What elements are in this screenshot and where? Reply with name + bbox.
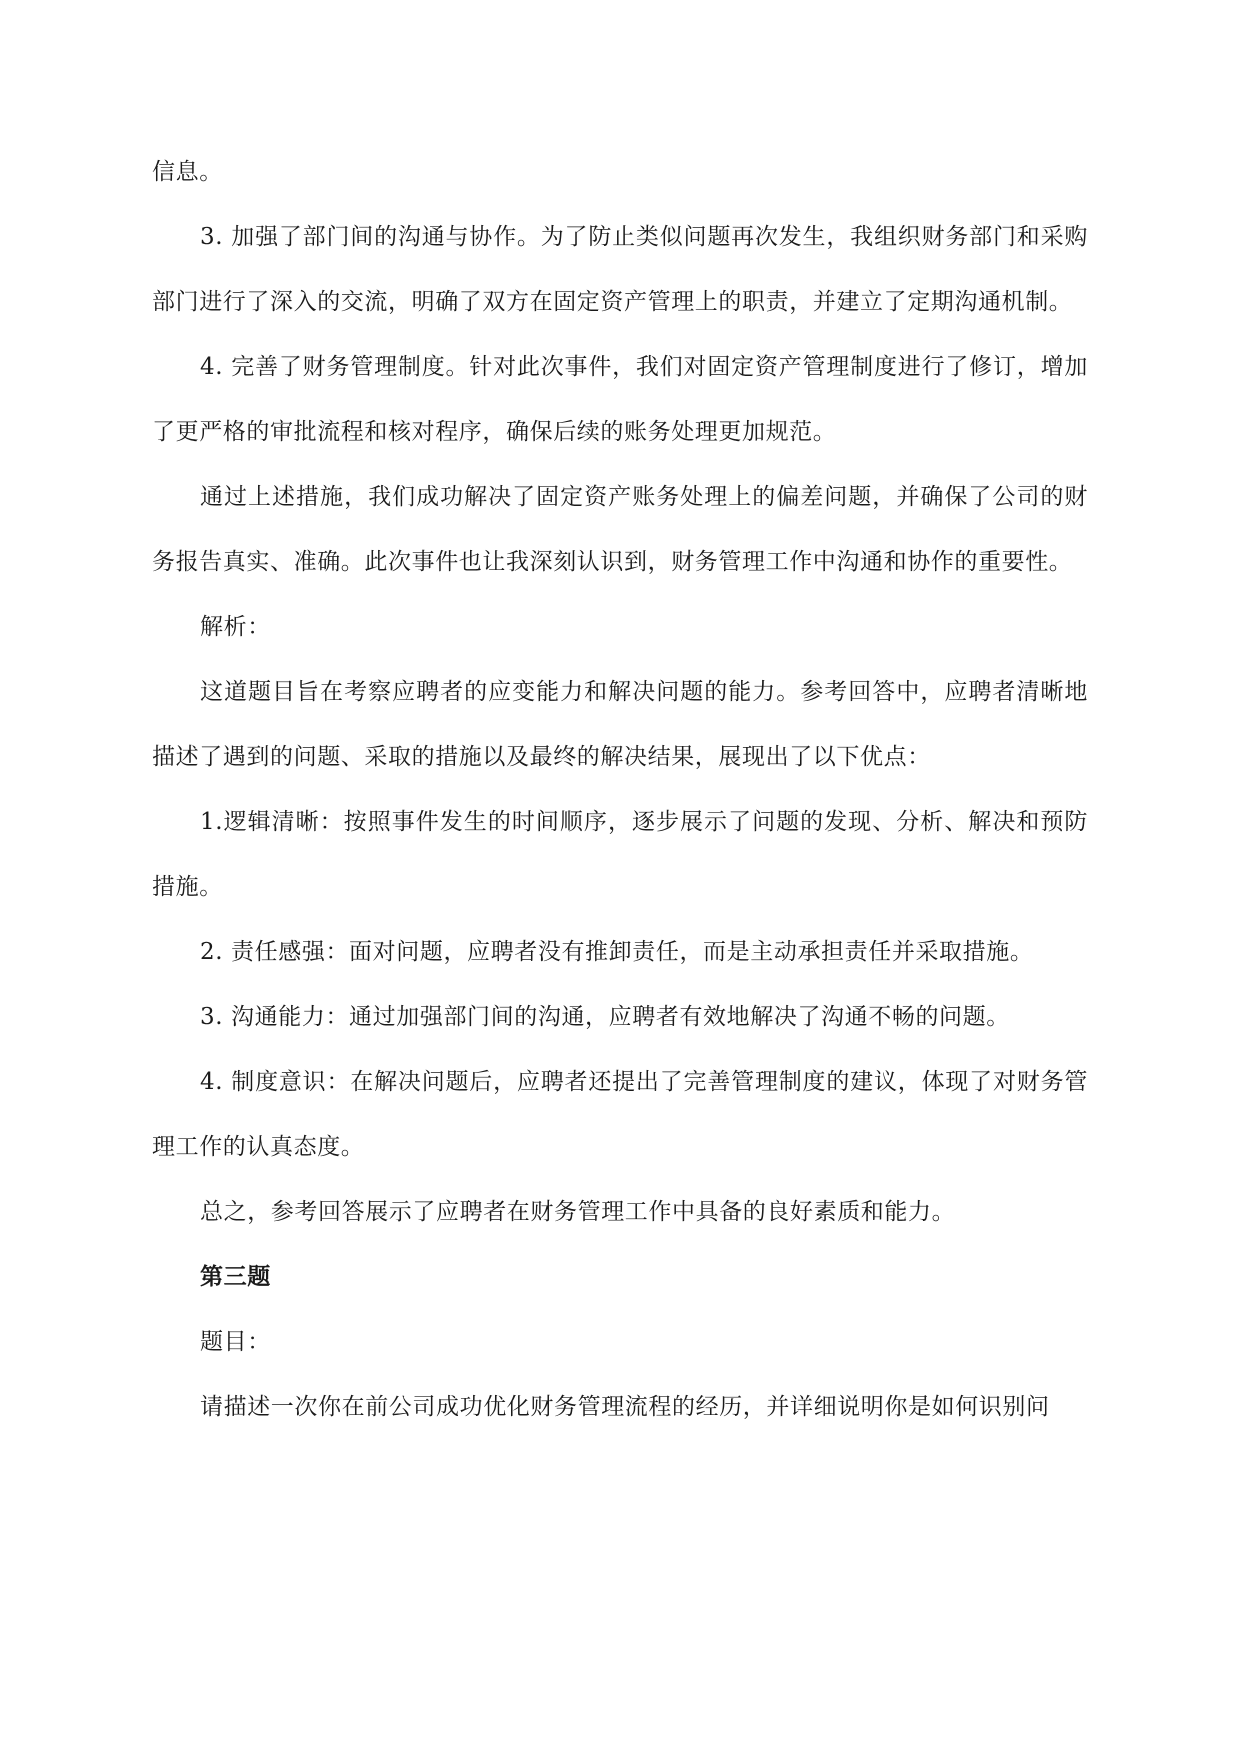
paragraph-measure-4: 4. 完善了财务管理制度。针对此次事件，我们对固定资产管理制度进行了修订，增加了更严格的审批流程和核对程序，确保后续的账务处理更加规范。: [152, 354, 1088, 445]
analysis-label: 解析：: [200, 614, 271, 640]
question-label: 题目：: [200, 1329, 271, 1355]
analysis-conclusion: 总之，参考回答展示了应聘者在财务管理工作中具备的良好素质和能力。: [200, 1199, 956, 1225]
paragraph-summary: 通过上述措施，我们成功解决了固定资产账务处理上的偏差问题，并确保了公司的财务报告真实、准确。此次事件也让我深刻认识到，财务管理工作中沟通和协作的重要性。: [152, 484, 1088, 575]
analysis-point-2: 2. 责任感强：面对问题，应聘者没有推卸责任，而是主动承担责任并采取措施。: [200, 939, 1034, 965]
paragraph-measure-3: 3. 加强了部门间的沟通与协作。为了防止类似问题再次发生，我组织财务部门和采购部门进行了深入的交流，明确了双方在固定资产管理上的职责，并建立了定期沟通机制。: [152, 224, 1088, 315]
question-text: 请描述一次你在前公司成功优化财务管理流程的经历，并详细说明你是如何识别问: [200, 1394, 1050, 1420]
analysis-point-4: 4. 制度意识：在解决问题后，应聘者还提出了完善管理制度的建议，体现了对财务管理工作的认真态度。: [152, 1069, 1088, 1160]
analysis-point-3: 3. 沟通能力：通过加强部门间的沟通，应聘者有效地解决了沟通不畅的问题。: [200, 1004, 1010, 1030]
paragraph-continuation: 信息。: [152, 159, 223, 185]
section-heading-question-3: 第三题: [200, 1264, 271, 1290]
analysis-point-1: 1.逻辑清晰：按照事件发生的时间顺序，逐步展示了问题的发现、分析、解决和预防措施。: [152, 809, 1088, 900]
analysis-intro: 这道题目旨在考察应聘者的应变能力和解决问题的能力。参考回答中，应聘者清晰地描述了遇到的问题、采取的措施以及最终的解决结果，展现出了以下优点：: [152, 679, 1088, 770]
document-body: [152, 140, 1088, 1440]
